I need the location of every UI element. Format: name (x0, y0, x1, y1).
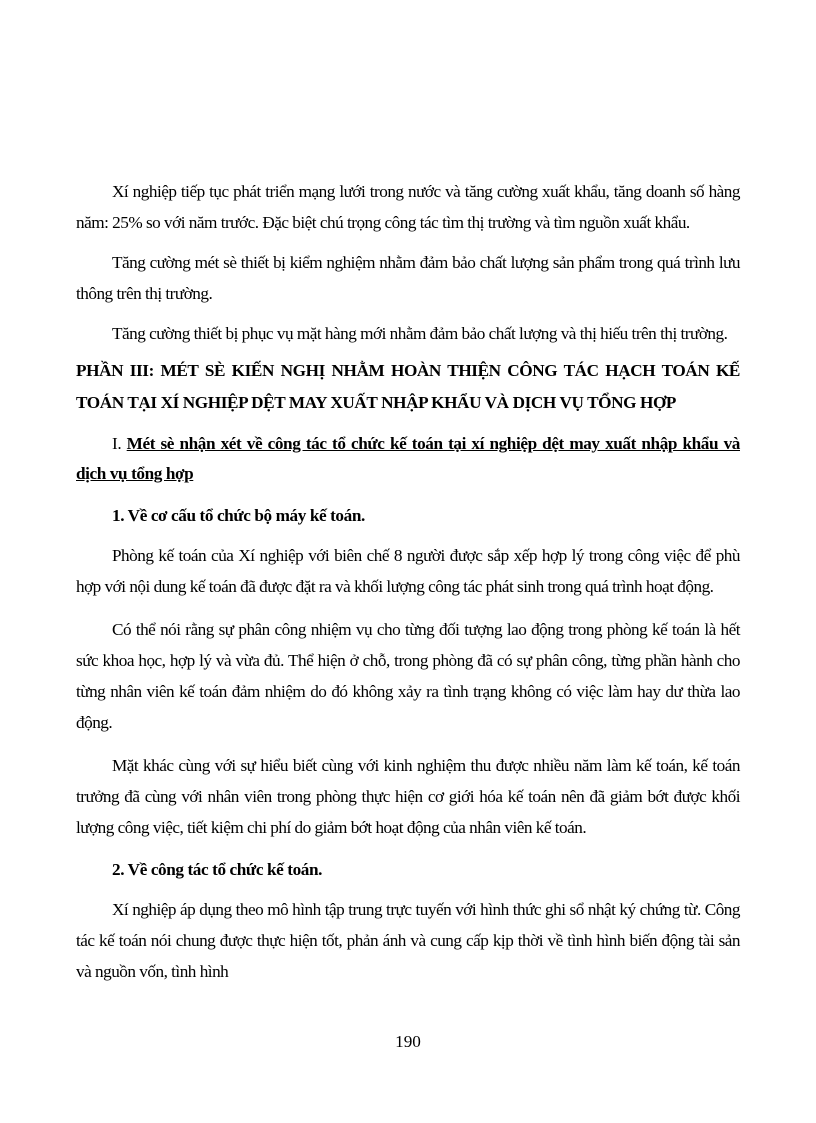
subsection-heading-organization: 2. Về công tác tổ chức kế toán. (112, 860, 323, 879)
document-page (76, 176, 740, 987)
paragraph-staffing: Phòng kế toán của Xí nghiệp với biên chế 8 người được sắp xếp hợp lý trong công việc để phù hợp với nội dung kế toán đã được đặt ra và khối lượng công tác phát sinh trong quá trình hoạt động. (76, 546, 740, 596)
paragraph-mechanization: Mặt khác cùng với sự hiểu biết cùng với kinh nghiệm thu được nhiều năm làm kế toán, kế toán trưởng đã cùng với nhân viên trong phòng thực hiện cơ giới hóa kế toán nên đã giảm bớt được khối lượng công việc, tiết kiệm chi phí do giảm bớt hoạt động của nhân viên kế toán. (76, 756, 740, 837)
paragraph-testing-equipment: Tăng cường mét sè thiết bị kiểm nghiệm nhằm đảm bảo chất lượng sản phẩm trong quá trình lưu thông trên thị trường. (76, 253, 740, 303)
section-title: Mét sè nhận xét về công tác tổ chức kế toán tại xí nghiệp dệt may xuất nhập khẩu và dịch vụ tổng hợp (76, 434, 740, 483)
paragraph-service-equipment: Tăng cường thiết bị phục vụ mặt hàng mới nhằm đảm bảo chất lượng và thị hiếu trên thị trường. (112, 324, 728, 343)
paragraph-growth-plan: Xí nghiệp tiếp tục phát triển mạng lưới trong nước và tăng cường xuất khẩu, tăng doanh số hàng năm: 25% so với năm trước. Đặc biệt chú trọng công tác tìm thị trường và tìm nguồn xuất khẩu. (76, 182, 740, 232)
section-heading (76, 429, 740, 489)
paragraph-accounting-model: Xí nghiệp áp dụng theo mô hình tập trung trực tuyến với hình thức ghi sổ nhật ký chứng từ. Công tác kế toán nói chung được thực hiện tốt, phản ánh và cung cấp kịp thời về tình hình biến động tài sản và nguồn vốn, tình hình (76, 900, 740, 981)
part-heading: PHẦN III: MÉT SÈ KIẾN NGHỊ NHẰM HOÀN THIỆN CÔNG TÁC HẠCH TOÁN KẾ TOÁN TẠI XÍ NGHIỆP DỆT MAY XUẤT NHẬP KHẨU VÀ DỊCH VỤ TỔNG HỢP (76, 361, 740, 412)
paragraph-task-division: Có thể nói rằng sự phân công nhiệm vụ cho từng đối tượng lao động trong phòng kế toán là hết sức khoa học, hợp lý và vừa đủ. Thể hiện ở chỗ, trong phòng đã có sự phân công, từng phần hành cho từng nhân viên kế toán đảm nhiệm do đó không xảy ra tình trạng không có việc làm hay dư thừa lao động. (76, 620, 740, 732)
subsection-heading-structure: 1. Về cơ cấu tổ chức bộ máy kế toán. (112, 506, 365, 525)
section-number: I. (112, 434, 127, 453)
page-number: 190 (395, 1032, 421, 1051)
